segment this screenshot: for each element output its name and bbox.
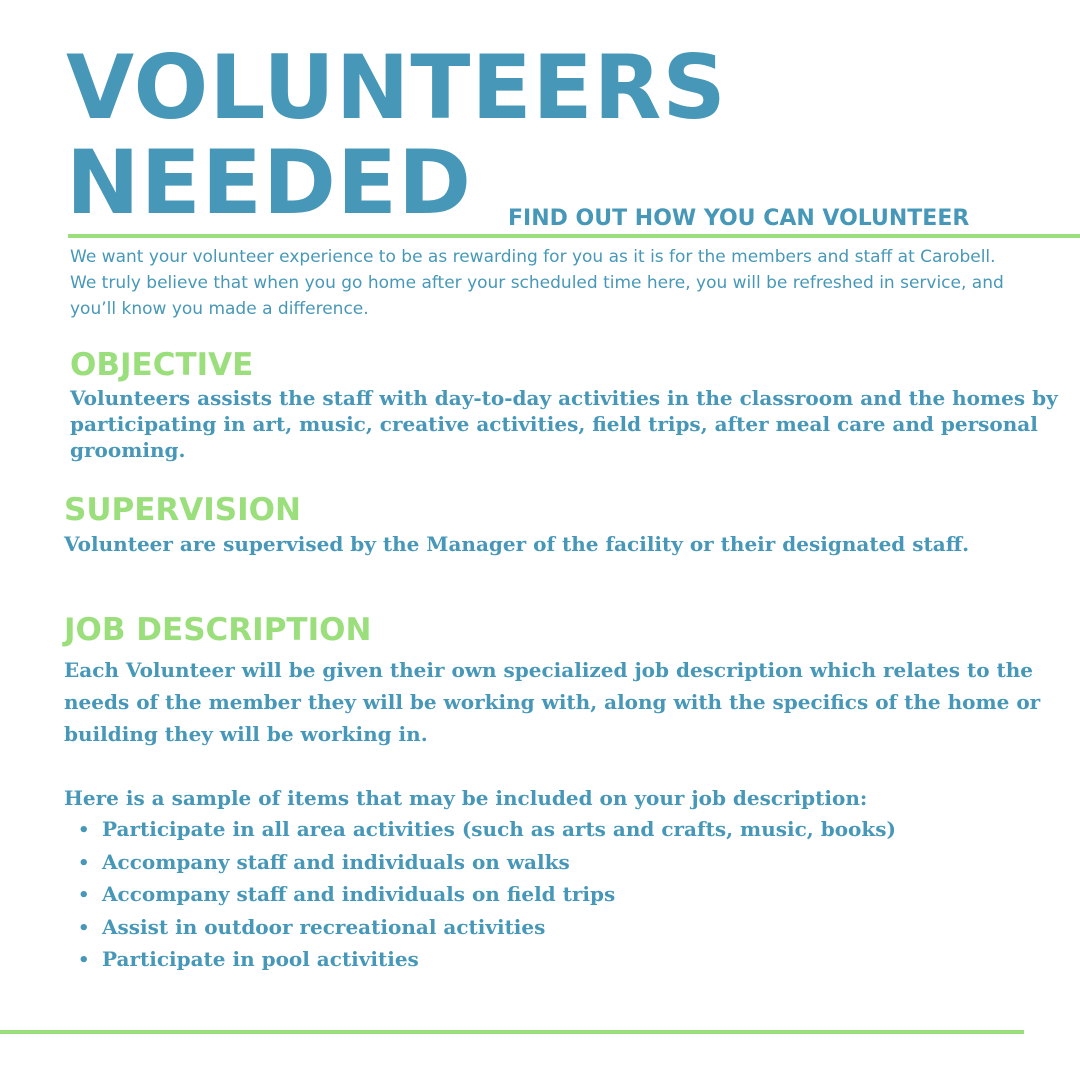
bullet-icon: • <box>78 820 90 841</box>
job-description-heading: JOB DESCRIPTION <box>64 612 372 648</box>
list-item <box>78 814 896 847</box>
sample-items-intro: Here is a sample of items that may be included on your job description: <box>64 786 868 810</box>
intro-paragraph: We want your volunteer experience to be as rewarding for you as it is for the members and staff at Carobell. We truly believe that when you go home after your scheduled time here, you will be refreshed in service, and you’ll know you made a difference. <box>70 247 1004 319</box>
job-items-list <box>78 814 896 977</box>
title-line-needed: NEEDED <box>66 131 473 234</box>
supervision-text: Volunteer are supervised by the Manager of the facility or their designated staff. <box>64 532 970 556</box>
list-item <box>78 912 896 945</box>
title-line-volunteers: VOLUNTEERS <box>66 36 727 139</box>
bullet-icon: • <box>78 885 90 906</box>
objective-text: Volunteers assists the staff with day-to-day activities in the classroom and the homes by participating in art, music, creative activities, field trips, after meal care and personal grooming. <box>70 386 1058 462</box>
list-item-text: Participate in pool activities <box>102 947 419 971</box>
objective-heading: OBJECTIVE <box>70 347 254 383</box>
list-item <box>78 879 896 912</box>
list-item-text: Accompany staff and individuals on field trips <box>102 882 616 906</box>
bullet-icon: • <box>78 917 90 939</box>
subtitle: FIND OUT HOW YOU CAN VOLUNTEER <box>508 206 970 231</box>
job-description-text: Each Volunteer will be given their own specialized job description which relates to the needs of the member they will be working with, along with the specifics of the home or building they will be working in. <box>64 658 1041 746</box>
list-item <box>78 944 896 977</box>
bullet-icon: • <box>78 950 90 971</box>
list-item-text: Accompany staff and individuals on walks <box>102 849 570 874</box>
top-divider <box>68 234 1080 238</box>
list-item-text: Participate in all area activities (such as arts and crafts, music, books) <box>102 817 896 841</box>
supervision-heading: SUPERVISION <box>64 492 301 528</box>
list-item-text: Assist in outdoor recreational activities <box>102 914 546 939</box>
bullet-icon: • <box>78 852 90 874</box>
list-item <box>78 847 896 880</box>
bottom-divider <box>0 1030 1024 1034</box>
